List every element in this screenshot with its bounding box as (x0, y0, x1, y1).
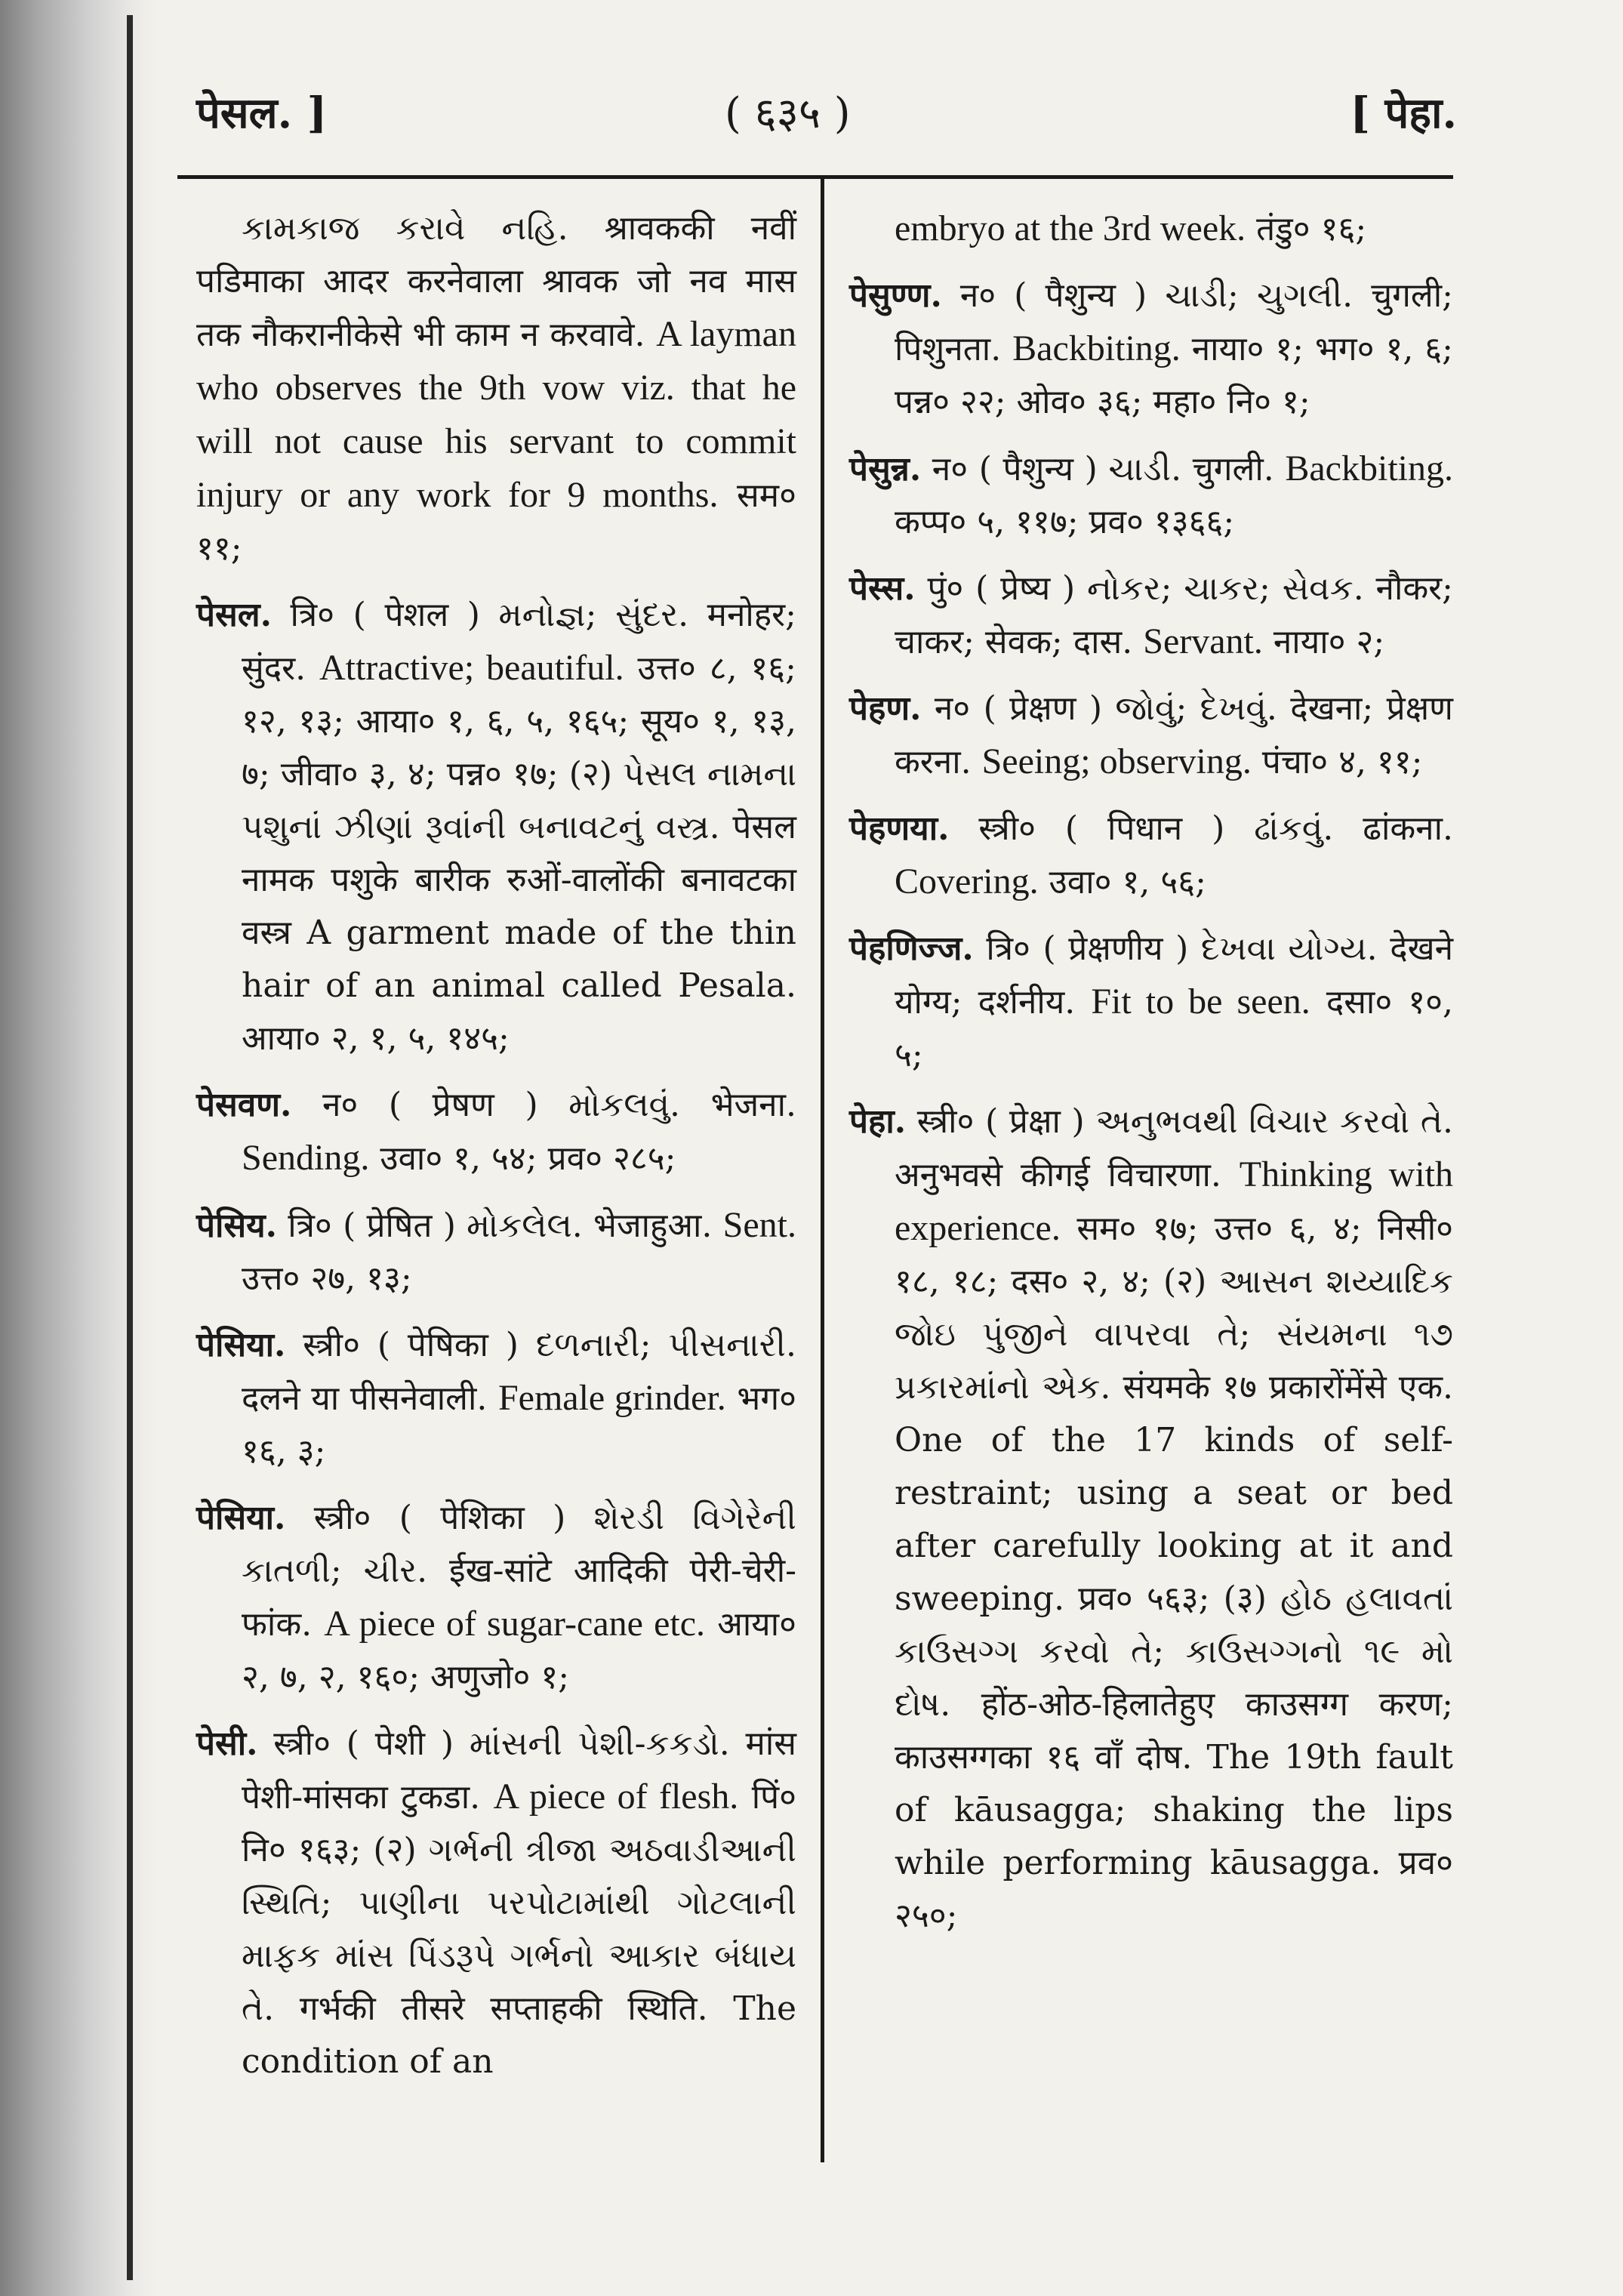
dictionary-entry (196, 1718, 796, 2088)
dictionary-entry (196, 1492, 796, 1704)
dictionary-entry (849, 803, 1453, 909)
entry-references: पिं० नि० १६३; (२) ગર્ભની ત્રીજા અઠવાડીઆની સ્થિતિ; પાણીના પરપોટામાંથી ગોટલાની માફક માંસ પિંડરૂપે ગર્ભનો આકાર બંધાય તે. गर्भकी तीसरे सप्ताहकी स्थिति. The condition of an (242, 1778, 796, 2081)
entry-english: A piece of flesh. (493, 1777, 739, 1817)
headword: पेसल. (196, 596, 272, 634)
entry-english: Sending. (242, 1138, 370, 1178)
dictionary-entry (849, 270, 1453, 429)
entry-english: A layman who observes the 9th vow viz. that he will not cause his servant to commit injury or any work for 9 months. (196, 314, 796, 515)
header-left-guideword: पेसल. ] (196, 88, 328, 138)
entry-references: भग० १६, ३; (242, 1379, 796, 1471)
entry-references: नाया० १; भग० १, ६; पन्न० २२; ओव० ३६; महा० नि० १; (895, 330, 1453, 421)
headword: पेसुण्ण. (849, 276, 942, 315)
headword: पेहणया. (849, 809, 950, 848)
right-column (849, 202, 1453, 1956)
entry-references: पंचा० ४, ११; (1261, 743, 1423, 781)
dictionary-entry (849, 1096, 1453, 1943)
headword: पेसिय. (196, 1207, 277, 1245)
dictionary-entry (849, 923, 1453, 1082)
dictionary-entry (196, 1199, 796, 1305)
entry-english: Thinking with experience. (895, 1154, 1453, 1248)
entry-definition: पुं० ( प्रेष्य ) નોકર; ચાકર; સેવક. नौकर; चाकर; सेवक; दास. (895, 569, 1453, 661)
entry-definition: स्त्री० ( पिधान ) ઢાંકવું. ढांकना. (978, 809, 1453, 848)
dictionary-entry (196, 1319, 796, 1478)
header-right-guideword: [ पेहा. (1350, 88, 1457, 138)
entry-references: उवा० १, ५६; (1049, 863, 1206, 901)
entry-definition: न० ( पैशुन्य ) ચાડી. चुगली. (932, 450, 1274, 488)
entry-definition: न० ( पैशुन्य ) ચાડી; ચુગલી. चुगली; पिशुनता. (895, 276, 1453, 368)
entry-english: Backbiting. (1285, 448, 1453, 488)
headword: पेसिया. (196, 1326, 286, 1364)
headword: पेसिया. (196, 1499, 286, 1537)
entry-english: Sent. (722, 1205, 796, 1245)
entry-references: नाया० २; (1273, 623, 1385, 661)
entry-references: दसा० १०, ५; (895, 983, 1453, 1074)
entry-definition: स्त्री० ( प्रेक्षा ) અનુભવથી વિચાર કરવો તે. अनुभवसे कीगई विचारणा. (895, 1102, 1453, 1194)
entry-english: embryo at the 3rd week. (895, 208, 1246, 248)
entry-definition: स्त्री० ( पेशी ) માંસની પેશી-કકડો. मांस पेशी-मांसका टुकडा. (242, 1724, 796, 1817)
dictionary-entry (196, 1079, 796, 1185)
dictionary-entry (849, 202, 1453, 256)
entry-english: Fit to be seen. (1091, 982, 1310, 1022)
headword: पेहण. (849, 689, 922, 728)
left-column (196, 202, 796, 2102)
entry-english: Servant. (1143, 621, 1263, 661)
entry-references: सम० १७; उत्त० ६, ४; निसी० १८, १८; दस० २, ४; (२) આસન શય્યાદિક જોઇ પુંજીને વાપરવા તે; સંયમના ૧૭ પ્રકારમાંનો એક. संयमके १७ प्रकारोंमेंसे एक. One of the 17 kinds of self-restraint; using a seat or bed after carefully looking at it and sweeping. प्रव० ५६३; (३) હોઠ હલાવતાં કાઉસગ્ગ કરવો તે; કાઉસગ્ગનો ૧૯ મો દોષ. होंठ-ओठ-हिलातेहुए काउसग्ग करण; काउसग्गका १६ वाँ दोष. The 19th fault of kāusagga; shaking the lips while performing kāusagga. प्रव० २५०; (895, 1210, 1453, 1935)
entry-references: तंडु० १६; (1256, 210, 1367, 248)
page-number: ( ६३५ ) (725, 89, 851, 138)
header-rule (177, 175, 1453, 179)
dictionary-entry (849, 562, 1453, 669)
column-divider (821, 178, 824, 2162)
entry-definition: त्रि० ( प्रेषित ) મોકલેલ. भेजाहुआ. (288, 1207, 713, 1245)
dictionary-entry (849, 442, 1453, 549)
entry-definition: स्त्री० ( पेशिका ) શેરડી વિગેરેની કાતળી; ચીર. ईख-सांटे आदिकी पेरी-चेरी-फांक. (242, 1499, 796, 1644)
dictionary-entry (196, 202, 796, 575)
entry-definition: त्रि० ( प्रेक्षणीय ) દેખવા યોગ્ય. देखने योग्य; दर्शनीय. (895, 929, 1453, 1022)
entry-definition: न० ( प्रेषण ) મોકલવું. भेजना. (322, 1086, 796, 1124)
headword: पेसी. (196, 1724, 258, 1763)
entry-english: Covering. (895, 861, 1039, 901)
entry-references: सम० ११; (196, 476, 796, 568)
entry-english: Seeing; observing. (981, 741, 1252, 781)
headword: पेहणिज्ज. (849, 929, 974, 968)
dictionary-entry (849, 683, 1453, 789)
entry-definition: स्त्री० ( पेषिका ) દળનારી; પીસનારી. दलने या पीसनेवाली. (242, 1326, 796, 1418)
entry-definition: न० ( प्रेक्षण ) જોવું; દેખવું. देखना; प्रेक्षण करना. (895, 689, 1453, 781)
headword: पेसवण. (196, 1086, 292, 1124)
headword: पेसुन्न. (849, 450, 922, 488)
entry-references: उत्त० २७, १३; (242, 1259, 412, 1298)
entry-english: Female grinder. (497, 1378, 726, 1418)
entry-references: उत्त० ८, १६; १२, १३; आया० १, ६, ५, १६५; सूय० १, १३, ७; जीवा० ३, ४; पन्न० १७; (२) પેસલ નામના પશુનાં ઝીણાં રૂવાંની બનાવટનું વસ્ત્ર. पेसल नामक पशुके बारीक रुओं-वालोंकी बनावटका वस्त्र A garment made of the thin hair of an animal called Pesala. आया० २, १, ५, १४५; (242, 649, 797, 1058)
dictionary-entry (196, 589, 796, 1065)
headword: पेहा. (849, 1102, 907, 1141)
entry-references: आया० २, ७, २, १६०; अणुजो० १; (242, 1605, 796, 1697)
entry-definition: त्रि० ( पेशल ) મનોજ્ઞ; સુંદર. मनोहर; सुंदर. (242, 596, 796, 688)
entry-references: कप्प० ५, ११७; प्रव० १३६६; (895, 503, 1235, 541)
entry-english: Attractive; beautiful. (319, 648, 624, 688)
entry-english: A piece of sugar-cane etc. (324, 1604, 706, 1644)
entry-english: Backbiting. (1012, 328, 1181, 368)
headword: पेस्स. (849, 569, 916, 608)
entry-definition: કામકાજ કરાવે નહિ. श्रावककी नवीं पडिमाका आदर करनेवाला श्रावक जो नव मास तक नौकरानीकेसे भी काम न करवावे. (196, 209, 796, 354)
page-binding-edge (0, 0, 159, 2296)
entry-references: उवा० १, ५४; प्रव० २८५; (380, 1139, 676, 1178)
binding-line (127, 15, 133, 2280)
